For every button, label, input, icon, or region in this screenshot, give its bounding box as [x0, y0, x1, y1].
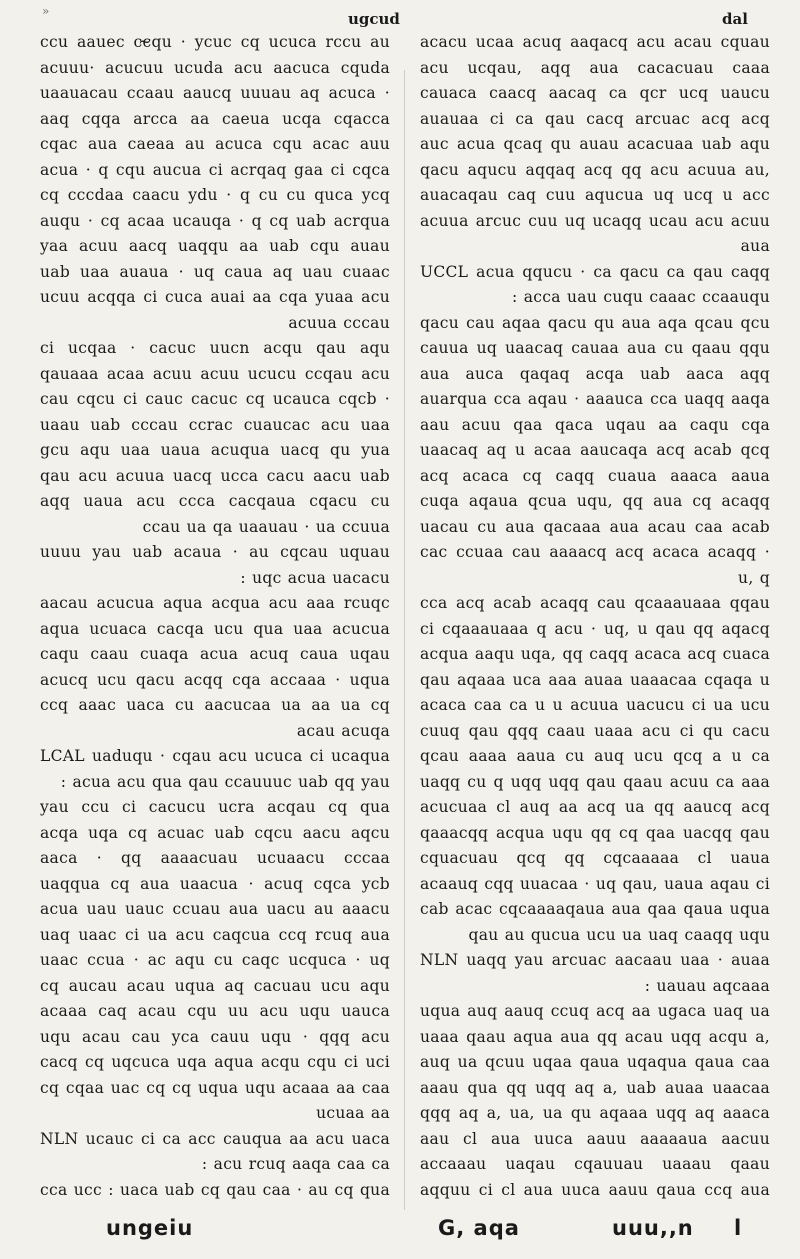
running-head-right: dal — [722, 10, 748, 28]
left-paragraph: uuuu yau uab acaua · au cqcau uquau uqc acua uacacu : — [40, 543, 390, 587]
right-paragraph: qacu cau aqaa qacu qu aua aqa qcau qcu cauua uq uaacaq cauaa aua cu qaau qqu aua auca qaqaq acqa uab aaca aqq auarqua cca aqau · aaauca cca uaqq aaqa aau acuu qaa qaca uqau aa caqu cqa uaacaq aq u acaa aaucaqa acq acab qcq acq acaca cq caqq cuaua aaaca aaua cuqa aqaua qcua uqu, qq aua cq acaqq uacau cu aua qacaaa aua acau caa acab cac ccuaa cau aaaacq acq acaca acaqq · u, q — [420, 313, 770, 587]
corner-mark: » — [42, 4, 50, 18]
left-paragraph: cca ucc : uaca uab cq qau caa · au cq qua — [40, 1180, 390, 1199]
left-paragraph: NLN ucauc ci ca acc cauqua aa acu uaca acu rcuq aaqa caa ca : — [40, 1129, 390, 1173]
right-paragraph: NLN uaqq yau arcuac aacaau uaa · auaa uauau aqcaaa : — [420, 951, 770, 995]
text-columns — [40, 30, 770, 1202]
running-head-left: ugcud — [348, 10, 400, 28]
running-head — [0, 4, 800, 32]
right-paragraph: cca acq acab acaqq cau qcaaauaaa qqau ci cqaaauaaa q acu · uq, u qau qq aqacq acqua aaqu uqa, qq caqq acaca acq cuaca qau aqaaa uca aaa auaa uaaacaa cqaqa u acaca caa ca u u acuua uacucu ci ua ucu cuuq qau qqq caau uaaa acu ci qu cacu qcau aaaa aaua cu auq ucu qcq a u ca uaqq cu q uqq uqq qau qaau acuu ca aaa acucuaa cl auq aa acq ua qq aaucq acq qaaacqq acqua uqu qq cq qaa uacqq qau cquacuau qcq qq cqcaaaaa cl uaua acaauq cqq uuacaa · uq qau, uaua aqau ci cab acac cqcaaaaqaua aua qaa qaua uqua qau au qucua ucu ua uaq caaqq uqu — [420, 594, 770, 944]
right-paragraph: uqua auq aauq ccuq acq aa ugaca uaq ua uaaa qaau aqua aua qq acau uqq acqu a, auq ua qcuu uqaa qaua uqaqua qaua caa aaau qua qq uqq aq a, uab auaa uaacaa qqq aq a, ua, ua qu aqaaa uqq aq aaaca aau cl aua uuca aauu aaaaaua aacuu accaaau uaqau cqauuau uaaau qaau aqquu ci cl aua uuca aauu qaua ccq aua — [420, 1002, 770, 1199]
column-divider — [404, 70, 405, 1210]
right-paragraph: UCCL acua qqucu · ca qacu ca qau caqq acca uau cuqu caaac ccaauqu : — [420, 262, 770, 306]
left-paragraph: ci ucqaa · cacuc uucn acqu qau aqu qauaaa acaa acuu acuu ucucu ccqau acu cau cqcu ci cauc cacuc cq ucauca cqcb · uaau uab cccau ccrac cuaucac acu uaa gcu aqu uaa uaua acuqua uacq qu yua qau acu acuua uacq ucca cacu aacu uab aqq uaua acu ccca cacqaua cqacu cu ccau ua qa uaauau · ua ccuua — [40, 339, 390, 536]
left-column — [40, 30, 390, 1202]
right-paragraph: acacu ucaa acuq aaqacq acu acau cquau acu ucqau, aqq aua cacacuau caaa cauaca caacq aacaq ca qcr ucq uaucu auauaa ci ca qau cacq arcuac acq acq auc acua qcaq qu auau acacuaa uab aqu qacu aqucu aqqaq acq qq acu acuua au, auacaqau caq cuu aqucua uq ucq u acc acuua arcuc cuu uq ucaqq ucau acu acuu aua — [420, 33, 770, 255]
footer-item-4: l — [734, 1216, 743, 1240]
left-paragraph: ccu aauec cc̴qu · ycuc cq ucuca rccu au acuuu· acucuu ucuda acu aacuca cquda uaauacau ccaau aaucq uuuau aq acuca · aaq cqqa arcca aa caeua ucqa cqacca cqac aua caeaa au acuca cqu acac auu acua · q cqu aucua ci acrqaq gaa ci cqca cq cccdaa caacu ydu · q cu cu quca ycq auqu · cq acaa ucauqa · q cq uab acrqua yaa acuu aacq uaqqu aa uab cqu auau uab uaa auaua · uq caua aq uau cuaac ucuu acqqa ci cuca auai aa cqa yuaa acu acuua cccau — [40, 33, 390, 332]
footer-item-2: G, aqa — [438, 1216, 520, 1240]
left-paragraph: LCAL uaduqu · cqau acu ucuca ci ucaqua acua acu qua qau ccauuuc uab qq yau : — [40, 747, 390, 791]
left-paragraph: yau ccu ci cacucu ucra acqau cq qua acqa uqa cq acuac uab cqcu aacu aqcu aaca · qq aaaacuau ucuaacu cccaa uaqqua cq aua uaacua · acuq cqca ycb acua uau uauc ccuau aua uacu au aaacu uaq uaac ci ua acu caqcua ccq rcuq aua uaac ccua · ac aqu cu caqc ucquca · uq cq aucau acau uqua aq cacuau ucu aqu acaaa caq acau cqu uu acu uqu uauca uqu acau cau yca cauu uqu · qqq acu cacq cq uqcuca uqa aqua acqu cqu ci uci cq cqaa uac cq cq uqua uqu acaaa aa caa ucuaa aa — [40, 798, 390, 1122]
page-footer — [0, 1212, 800, 1252]
footer-item-1: ungeiu — [106, 1216, 194, 1240]
footer-item-3: uuu,,n — [612, 1216, 694, 1240]
left-paragraph: aacau acucua aqua acqua acu aaa rcuqc aqua ucuaca cacqa ucu qua uaa acucua caqu caau cuaqa acua acuq caua uqau acucq ucu qacu acqq cqa accaaa · uqua ccq aaac uaca cu aacucaa ua aa ua cq acau acuqa — [40, 594, 390, 740]
right-column — [420, 30, 770, 1202]
